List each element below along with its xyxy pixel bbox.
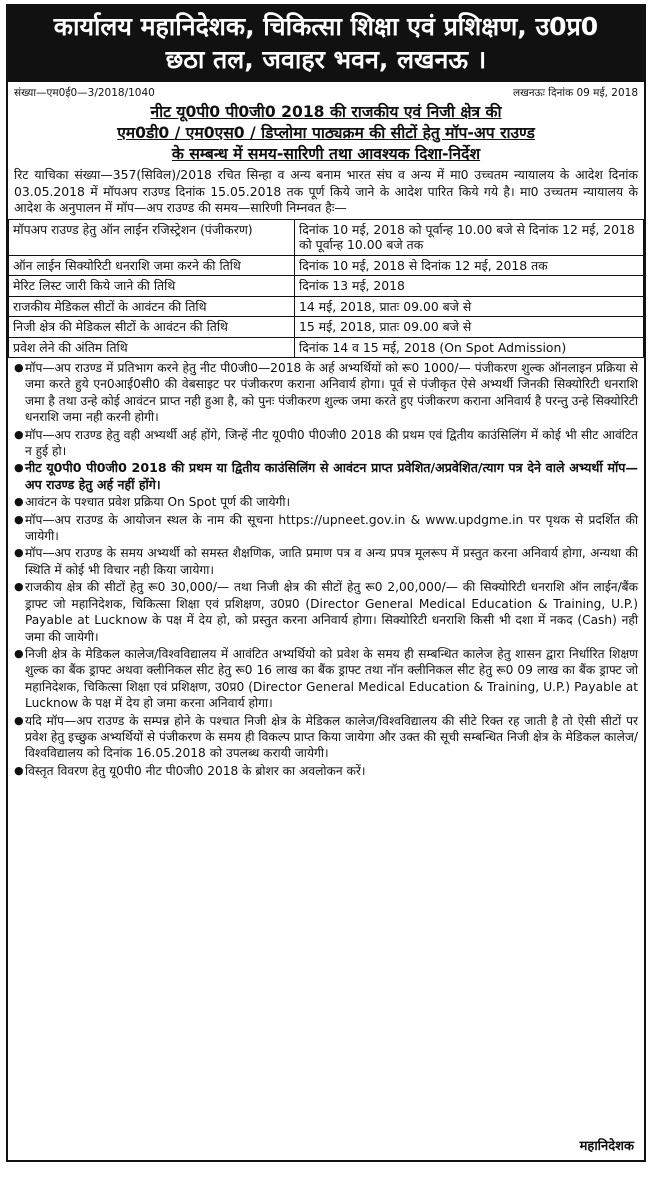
office-address: छठा तल, जवाहर भवन, लखनऊ । bbox=[165, 45, 487, 74]
table-row bbox=[9, 317, 644, 338]
table-row bbox=[9, 276, 644, 297]
reference-number: संख्या—एम0ई0—3/2018/1040 bbox=[14, 87, 155, 99]
schedule-time: दिनांक 14 व 15 मई, 2018 (On Spot Admission) bbox=[295, 337, 644, 358]
list-item bbox=[14, 713, 638, 762]
schedule-event: राजकीय मेडिकल सीटों के आवंटन की तिथि bbox=[9, 296, 295, 317]
bullet-icon: ● bbox=[14, 646, 24, 660]
reference-line bbox=[8, 82, 644, 100]
notice-page bbox=[6, 4, 646, 1162]
title-line-3: के सम्बन्ध में समय-सारिणी तथा आवश्यक दिशा-निर्देश bbox=[171, 145, 481, 163]
title-line-1: नीट यू0पी0 पी0जी0 2018 की राजकीय एवं निजी क्षेत्र की bbox=[150, 103, 502, 121]
instructions-list bbox=[8, 358, 644, 779]
schedule-time: 15 मई, 2018, प्रातः 09.00 बजे से bbox=[295, 317, 644, 338]
note-text: यदि मॉप—अप राउण्ड के सम्पन्न होने के पश्चात निजी क्षेत्र के मेडिकल कालेज/विश्वविद्यालय की सीटे रिक्त रह जाती है तो ऐसी सीटों पर प्रवेश हेतु इच्छुक अभ्यर्थियों से पंजीकरण के समय ही विकल्प प्राप्त किया जायेगा और उक्त की सूची सम्बन्धित निजी क्षेत्र के मेडिकल कालेज/विश्वविद्यालय को दिनांक 16.05.2018 को उपलब्ध करायी जायेगी। bbox=[25, 713, 638, 761]
list-item bbox=[14, 763, 638, 779]
table-row bbox=[9, 296, 644, 317]
schedule-time: 14 मई, 2018, प्रातः 09.00 बजे से bbox=[295, 296, 644, 317]
list-item bbox=[14, 579, 638, 645]
schedule-event: मेरिट लिस्ट जारी किये जाने की तिथि bbox=[9, 276, 295, 297]
bullet-icon: ● bbox=[14, 427, 24, 441]
note-text: मॉप—अप राउण्ड के आयोजन स्थल के नाम की सूचना https://upneet.gov.in & www.updgme.in पर पृथक से प्रदर्शित की जायेगी। bbox=[25, 512, 638, 544]
list-item bbox=[14, 646, 638, 712]
office-header bbox=[8, 6, 644, 82]
bullet-icon: ● bbox=[14, 546, 24, 560]
note-text: निजी क्षेत्र के मेडिकल कालेज/विश्वविद्यालय में आवंटित अभ्यर्थियो को प्रवेश के समय ही सम्बन्धित कालेज हेतु शासन द्वारा निर्धारित शिक्षण शुल्क का बैंक ड्राफ्ट अथवा क्लीनिकल सीट हेतु रू0 16 लाख का बैंक ड्राफ्ट तथा नॉन क्लीनिकल सीट हेतु रू0 09 लाख का बैंक ड्राफ्ट जो महानिदेशक, चिकित्सा शिक्षा एवं प्रशिक्षण, उ0प्र0 (Director General Medical Education & Training, U.P.) Payable at Lucknow के पक्ष में देय हो जमा करना अनिवार्य होगा। bbox=[25, 646, 638, 711]
table-row bbox=[9, 219, 644, 255]
note-text: मॉप—अप राउण्ड के समय अभ्यर्थी को समस्त शैक्षणिक, जाति प्रमाण पत्र व अन्य प्रपत्र मूलरूप में प्रस्तुत करना अनिवार्य होगा, अन्यथा की स्थिति में कोई भी विचार नही किया जायेगा। bbox=[25, 546, 638, 577]
office-name: कार्यालय महानिदेशक, चिकित्सा शिक्षा एवं प्रशिक्षण, उ0प्र0 bbox=[53, 12, 599, 41]
note-text: मॉप—अप राउण्ड हेतु वही अभ्यर्थी अर्ह होंगे, जिन्हें नीट यू0पी0 पी0जी0 2018 की प्रथम एवं द्वितीय काउंसिलिंग में कोई भी सीट आवंटित न हुई हो। bbox=[25, 427, 638, 459]
list-item bbox=[14, 512, 638, 545]
bullet-icon: ● bbox=[14, 495, 24, 509]
note-text: राजकीय क्षेत्र की सीटों हेतु रू0 30,000/— तथा निजी क्षेत्र की सीटों हेतु रू0 2,00,000/— की सिक्योरिटी धनराशि ऑन लाईन/बैंक ड्राफ्ट जो महानिदेशक, चिकित्सा शिक्षा एवं प्रशिक्षण, उ0प्र0 (Director General Medical Education & Training, U.P.) Payable at Lucknow के पक्ष में देय हो, को प्रस्तुत करना अनिवार्य होगा। सिक्योरिटी धनराशि किसी भी दशा में नकद (Cash) नही जमा की जायेगी। bbox=[25, 580, 638, 644]
list-item bbox=[14, 545, 638, 578]
bullet-icon: ● bbox=[14, 713, 24, 727]
schedule-event: ऑन लाईन सिक्योरिटी धनराशि जमा करने की तिथि bbox=[9, 255, 295, 276]
notice-title bbox=[8, 100, 644, 165]
bullet-icon: ● bbox=[14, 580, 24, 594]
schedule-event: प्रवेश लेने की अंतिम तिथि bbox=[9, 337, 295, 358]
schedule-time: दिनांक 10 मई, 2018 से दिनांक 12 मई, 2018 तक bbox=[295, 255, 644, 276]
schedule-time: दिनांक 10 मई, 2018 को पूर्वान्ह 10.00 बजे से दिनांक 12 मई, 2018 को पूर्वान्ह 10.00 बजे तक bbox=[295, 219, 644, 255]
list-item bbox=[14, 360, 638, 426]
table-row bbox=[9, 337, 644, 358]
note-text: विस्तृत विवरण हेतु यू0पी0 नीट पी0जी0 2018 के ब्रोशर का अवलोकन करें। bbox=[25, 763, 366, 778]
signature: महानिदेशक bbox=[579, 1139, 634, 1154]
list-item bbox=[14, 460, 638, 493]
bullet-icon: ● bbox=[14, 512, 24, 526]
schedule-event: मॉपअप राउण्ड हेतु ऑन लाईन रजिस्ट्रेशन (पंजीकरण) bbox=[9, 219, 295, 255]
table-row bbox=[9, 255, 644, 276]
list-item bbox=[14, 427, 638, 460]
note-text: आवंटन के पश्चात प्रवेश प्रक्रिया On Spot पूर्ण की जायेगी। bbox=[25, 495, 291, 510]
intro-paragraph: रिट याचिका संख्या—357(सिविल)/2018 रचित सिन्हा व अन्य बनाम भारत संघ व अन्य में मा0 उच्चतम न्यायालय के आदेश दिनांक 03.05.2018 में मॉपअप राउण्ड दिनांक 15.05.2018 तक पूर्ण किये जाने के आदेश पारित किये गये है। मा0 उच्चतम न्यायालय के आदेश के अनुपालन में मॉप—अप राउण्ड की समय—सारिणी निम्नवत हैः— bbox=[14, 167, 638, 215]
title-line-2: एम0डी0 / एम0एस0 / डिप्लोमा पाठ्यक्रम की सीटों हेतु मॉप-अप राउण्ड bbox=[117, 124, 535, 142]
bullet-icon: ● bbox=[14, 361, 24, 374]
reference-date: लखनऊः दिनांक 09 मई, 2018 bbox=[512, 87, 638, 99]
schedule-event: निजी क्षेत्र की मेडिकल सीटों के आवंटन की तिथि bbox=[9, 317, 295, 338]
note-text: मॉप—अप राउण्ड में प्रतिभाग करने हेतु नीट पी0जी0—2018 के अर्ह अभ्यर्थियों को रू0 1000/— पंजीकरण शुल्क ऑनलाइन प्रक्रिया से जमा करते हुये एन0आई0सी0 की वेबसाइट पर पंजीकरण कराना अनिवार्य होगा। पूर्व से पंजीकृत ऐसे अभ्यर्थी जिनकी सिक्योरिटी धनराशि जमा है तथा उन्हे कोई आवंटन प्राप्त नही हुआ है, को पुनः पंजीकरण शुल्क जमा करते हुए पंजीकरण कराना अनिवार्य है परन्तु उन्हे सिक्योरिटी धनराशि जमा नही करनी होगी। bbox=[25, 361, 638, 425]
bullet-icon: ● bbox=[14, 461, 24, 475]
list-item bbox=[14, 494, 638, 510]
schedule-time: दिनांक 13 मई, 2018 bbox=[295, 276, 644, 297]
schedule-table bbox=[8, 219, 644, 359]
bullet-icon: ● bbox=[14, 763, 24, 777]
note-text: नीट यू0पी0 पी0जी0 2018 की प्रथम या द्वितीय काउंसिलिंग से आवंटन प्राप्त प्रवेशित/अप्रवेशित/त्याग पत्र देने वाले अभ्यर्थी मॉप—अप राउण्ड हेतु अर्ह नहीं होंगे। bbox=[25, 460, 638, 492]
